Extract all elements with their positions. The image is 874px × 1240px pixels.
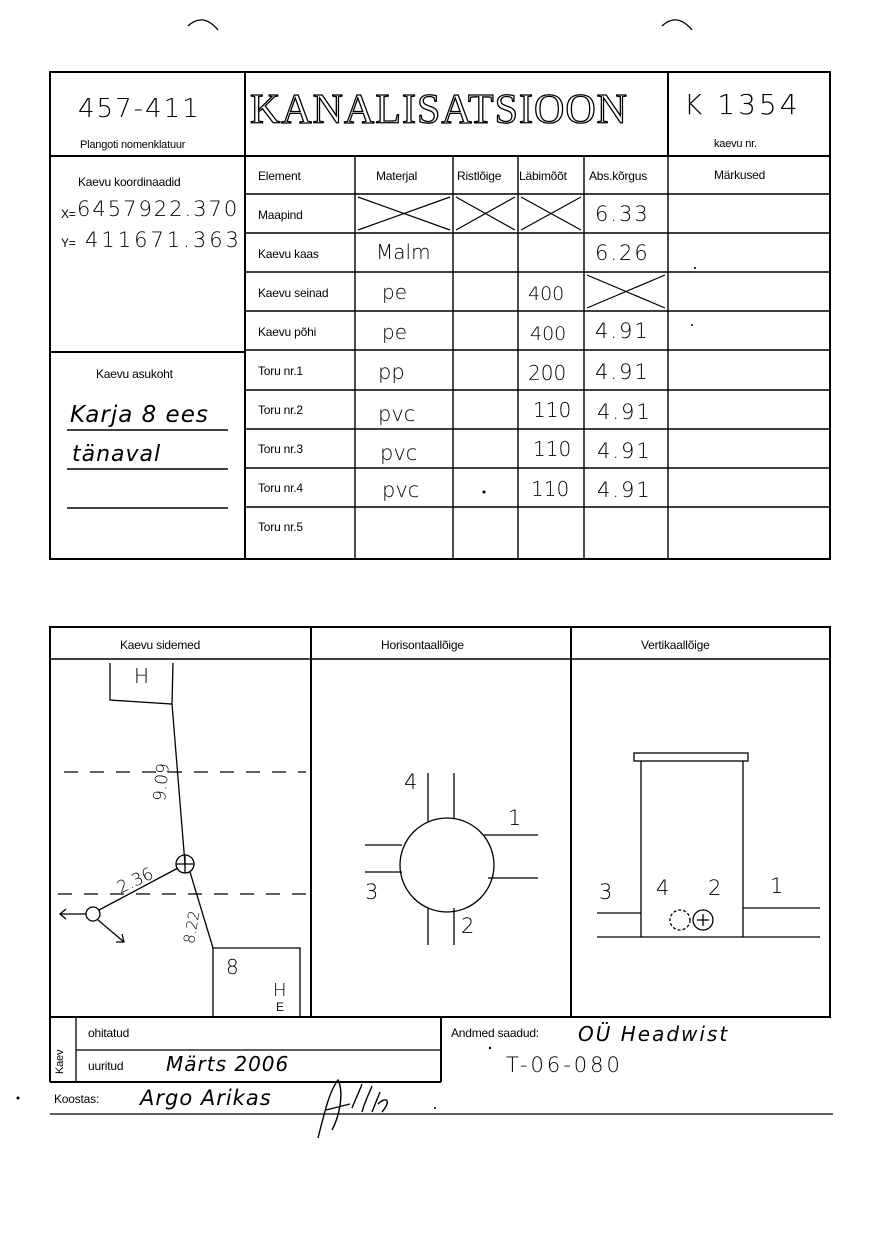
ties-distance-1: 9.09 xyxy=(150,762,174,803)
stray-dot xyxy=(17,1097,20,1100)
table-cell-height: 4.91 xyxy=(595,319,650,343)
table-cell-height: 6.26 xyxy=(595,241,650,265)
data-source-company: OÜ Headwist xyxy=(578,1022,730,1046)
table-row-element: Toru nr.1 xyxy=(258,364,303,378)
measured-value: Märts 2006 xyxy=(166,1052,290,1076)
table-cell-diameter: 110 xyxy=(533,398,572,422)
y-prefix: Y= xyxy=(61,236,76,250)
table-cell-diameter: 110 xyxy=(531,477,570,501)
table-cell-diameter: 400 xyxy=(528,283,565,305)
table-row-element: Toru nr.2 xyxy=(258,403,303,417)
sheet-caption: Plangoti nomenklatuur xyxy=(80,139,186,151)
ties-house-letter-e: E xyxy=(276,1000,284,1014)
stray-dot xyxy=(691,324,693,326)
table-cell-height: 4.91 xyxy=(597,478,652,502)
horizontal-pipe-4-label: 4 xyxy=(404,770,418,794)
vertical-pipe-1-label: 1 xyxy=(770,874,784,898)
table-cell-material: pvc xyxy=(378,402,416,426)
stray-dot xyxy=(434,1107,436,1109)
column-header-material: Materjal xyxy=(376,169,418,183)
vertical-section-sketch xyxy=(597,753,820,937)
ties-house-number: 8 xyxy=(226,955,239,979)
sheet-number: 457-411 xyxy=(78,94,201,124)
vertical-pipe-2-label: 2 xyxy=(708,876,722,900)
x-prefix: X= xyxy=(61,207,76,221)
form-title: KANALISATSIOON xyxy=(250,87,628,133)
punch-hole-mark-right xyxy=(662,20,692,30)
table-cell-material: pp xyxy=(378,360,405,384)
signature-scribble xyxy=(318,1080,387,1138)
ties-house-letter-h: H xyxy=(273,980,287,1001)
table-cell-diameter: 200 xyxy=(528,361,567,385)
well-id: K 1354 xyxy=(684,88,801,121)
ties-sketch xyxy=(58,663,306,1017)
table-cell-diameter: 110 xyxy=(533,437,572,461)
table-cell-diameter: 400 xyxy=(530,323,567,345)
data-source-reference: T-06-080 xyxy=(506,1053,623,1077)
column-header-cross-section: Ristlõige xyxy=(457,169,502,183)
table-cell-material: pe xyxy=(382,280,407,304)
table-cell-height: 4.91 xyxy=(597,439,652,463)
table-cell-material: pvc xyxy=(380,441,418,465)
column-header-element: Element xyxy=(258,169,301,183)
table-row-element: Toru nr.4 xyxy=(258,481,303,495)
punch-hole-mark-left xyxy=(188,20,218,30)
stray-dot xyxy=(694,267,696,269)
ties-distance-2: 2.36 xyxy=(114,863,157,899)
location-label: Kaevu asukoht xyxy=(96,367,173,381)
horizontal-pipe-3-label: 3 xyxy=(365,880,379,904)
ties-house-top-letter: H xyxy=(134,664,150,688)
column-header-notes: Märkused xyxy=(714,168,766,182)
author-label: Koostas: xyxy=(54,1092,100,1106)
data-source-label: Andmed saadud: xyxy=(451,1026,539,1040)
column-header-abs-height: Abs.kõrgus xyxy=(589,169,648,183)
table-cell-material: Malm xyxy=(376,240,431,264)
coordinates-label: Kaevu koordinaadid xyxy=(78,175,181,189)
table-cell-height: 4.91 xyxy=(595,360,650,384)
ties-distance-3: 8.22 xyxy=(180,909,204,946)
horizontal-section-sketch xyxy=(365,773,538,945)
table-cell-material: pe xyxy=(382,320,407,344)
table-cell-height: 4.91 xyxy=(597,400,652,424)
horizontal-pipe-1-label: 1 xyxy=(508,806,522,830)
table-row-element: Toru nr.3 xyxy=(258,442,303,456)
ties-label: Kaevu sidemed xyxy=(120,638,201,652)
table-cell-height: 6.33 xyxy=(595,202,650,226)
stray-dot xyxy=(483,491,486,494)
diagram-section-frame xyxy=(50,627,830,1017)
y-coordinate: 411671.363 xyxy=(85,228,242,252)
horizontal-pipe-2-label: 2 xyxy=(461,914,475,938)
column-header-diameter: Läbimõõt xyxy=(519,169,567,183)
measured-label: uuritud xyxy=(88,1059,124,1073)
stray-dot xyxy=(489,1047,491,1049)
author-name: Argo Arikas xyxy=(140,1086,272,1110)
footer-side-label: Kaev xyxy=(54,1049,66,1074)
location-line-1: Karja 8 ees xyxy=(70,402,209,428)
table-row-element: Kaevu kaas xyxy=(258,247,319,261)
inspected-label: ohitatud xyxy=(88,1026,130,1040)
table-row-element: Kaevu põhi xyxy=(258,325,317,339)
horizontal-section-label: Horisontaallõige xyxy=(381,638,464,652)
table-cell-material: pvc xyxy=(382,478,420,502)
x-coordinate: 6457922.370 xyxy=(77,197,240,221)
table-row-element: Maapind xyxy=(258,208,303,222)
table-row-element: Toru nr.5 xyxy=(258,520,303,534)
vertical-pipe-4-label: 4 xyxy=(656,876,670,900)
location-line-2: tänaval xyxy=(72,442,162,467)
vertical-pipe-3-label: 3 xyxy=(599,880,613,904)
table-row-element: Kaevu seinad xyxy=(258,286,329,300)
vertical-section-label: Vertikaallõige xyxy=(641,638,710,652)
well-caption: kaevu nr. xyxy=(714,138,757,150)
